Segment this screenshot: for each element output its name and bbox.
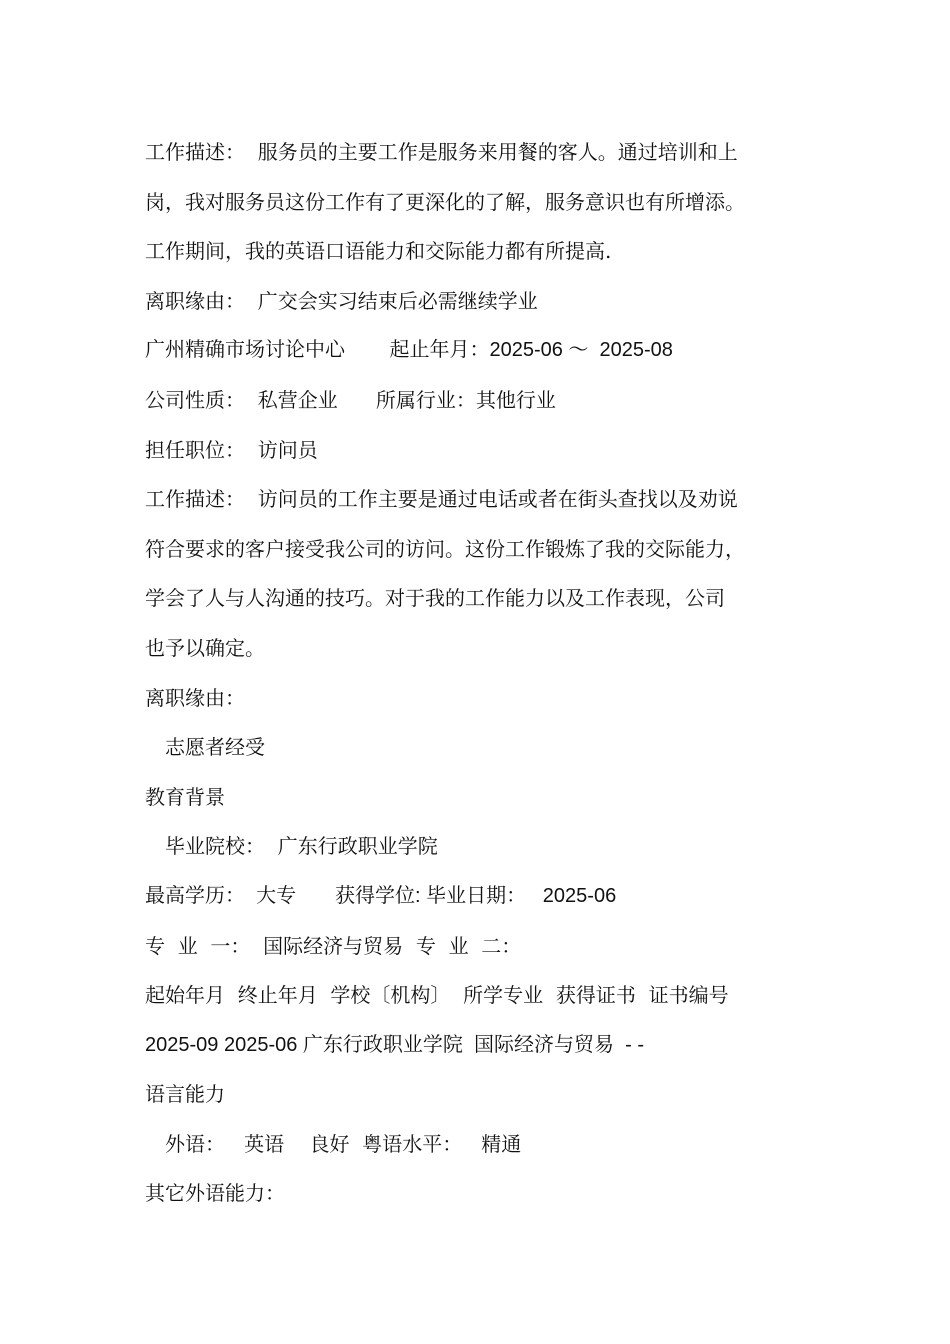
work-description-line-2: 岗，我对服务员这份工作有了更深化的了解，服务意识也有所增添。 xyxy=(145,189,745,214)
major-line: 专 业 一： 国际经济与贸易 专 业 二： xyxy=(145,933,522,958)
language-skill-line: 外语： 英语 良好 粤语水平： 精通 xyxy=(165,1131,522,1156)
work-description-2-line-2: 符合要求的客户接受我公司的访问。这份工作锻炼了我的交际能力， xyxy=(145,536,745,561)
graduate-school-line: 毕业院校： 广东行政职业学院 xyxy=(165,834,438,859)
position-line: 担任职位： 访问员 xyxy=(145,437,318,462)
document-body xyxy=(145,128,835,1219)
volunteer-experience-heading: 志愿者经受 xyxy=(165,735,265,760)
other-language-line: 其它外语能力： xyxy=(145,1181,285,1206)
company-period-line: 广州精确市场讨论中心 起止年月：2025-06 ～ 2025-08 xyxy=(145,339,673,362)
leave-reason-line: 离职缘由： 广交会实习结束后必需继续学业 xyxy=(145,288,538,313)
highest-degree-line: 最高学历： 大专 获得学位: 毕业日期： 2025-06 xyxy=(145,884,617,907)
work-description-line-1: 工作描述： 服务员的主要工作是服务来用餐的客人。通过培训和上 xyxy=(145,140,738,164)
language-heading: 语言能力 xyxy=(145,1082,225,1107)
education-table-row: 2025-09 2025-06 广东行政职业学院 国际经济与贸易 - - xyxy=(145,1033,645,1056)
company-nature-line: 公司性质： 私营企业 所属行业：其他行业 xyxy=(145,387,556,412)
education-table-header: 起始年月 终止年月 学校〔机构〕 所学专业 获得证书 证书编号 xyxy=(145,983,729,1008)
work-description-line-3: 工作期间，我的英语口语能力和交际能力都有所提高. xyxy=(145,239,612,264)
education-heading: 教育背景 xyxy=(145,784,225,809)
work-description-2-line-1: 工作描述： 访问员的工作主要是通过电话或者在街头查找以及劝说 xyxy=(145,487,738,512)
leave-reason-2-line: 离职缘由： xyxy=(145,685,245,710)
work-description-2-line-4: 也予以确定。 xyxy=(145,635,265,660)
work-description-2-line-3: 学会了人与人沟通的技巧。对于我的工作能力以及工作表现，公司 xyxy=(145,586,725,611)
